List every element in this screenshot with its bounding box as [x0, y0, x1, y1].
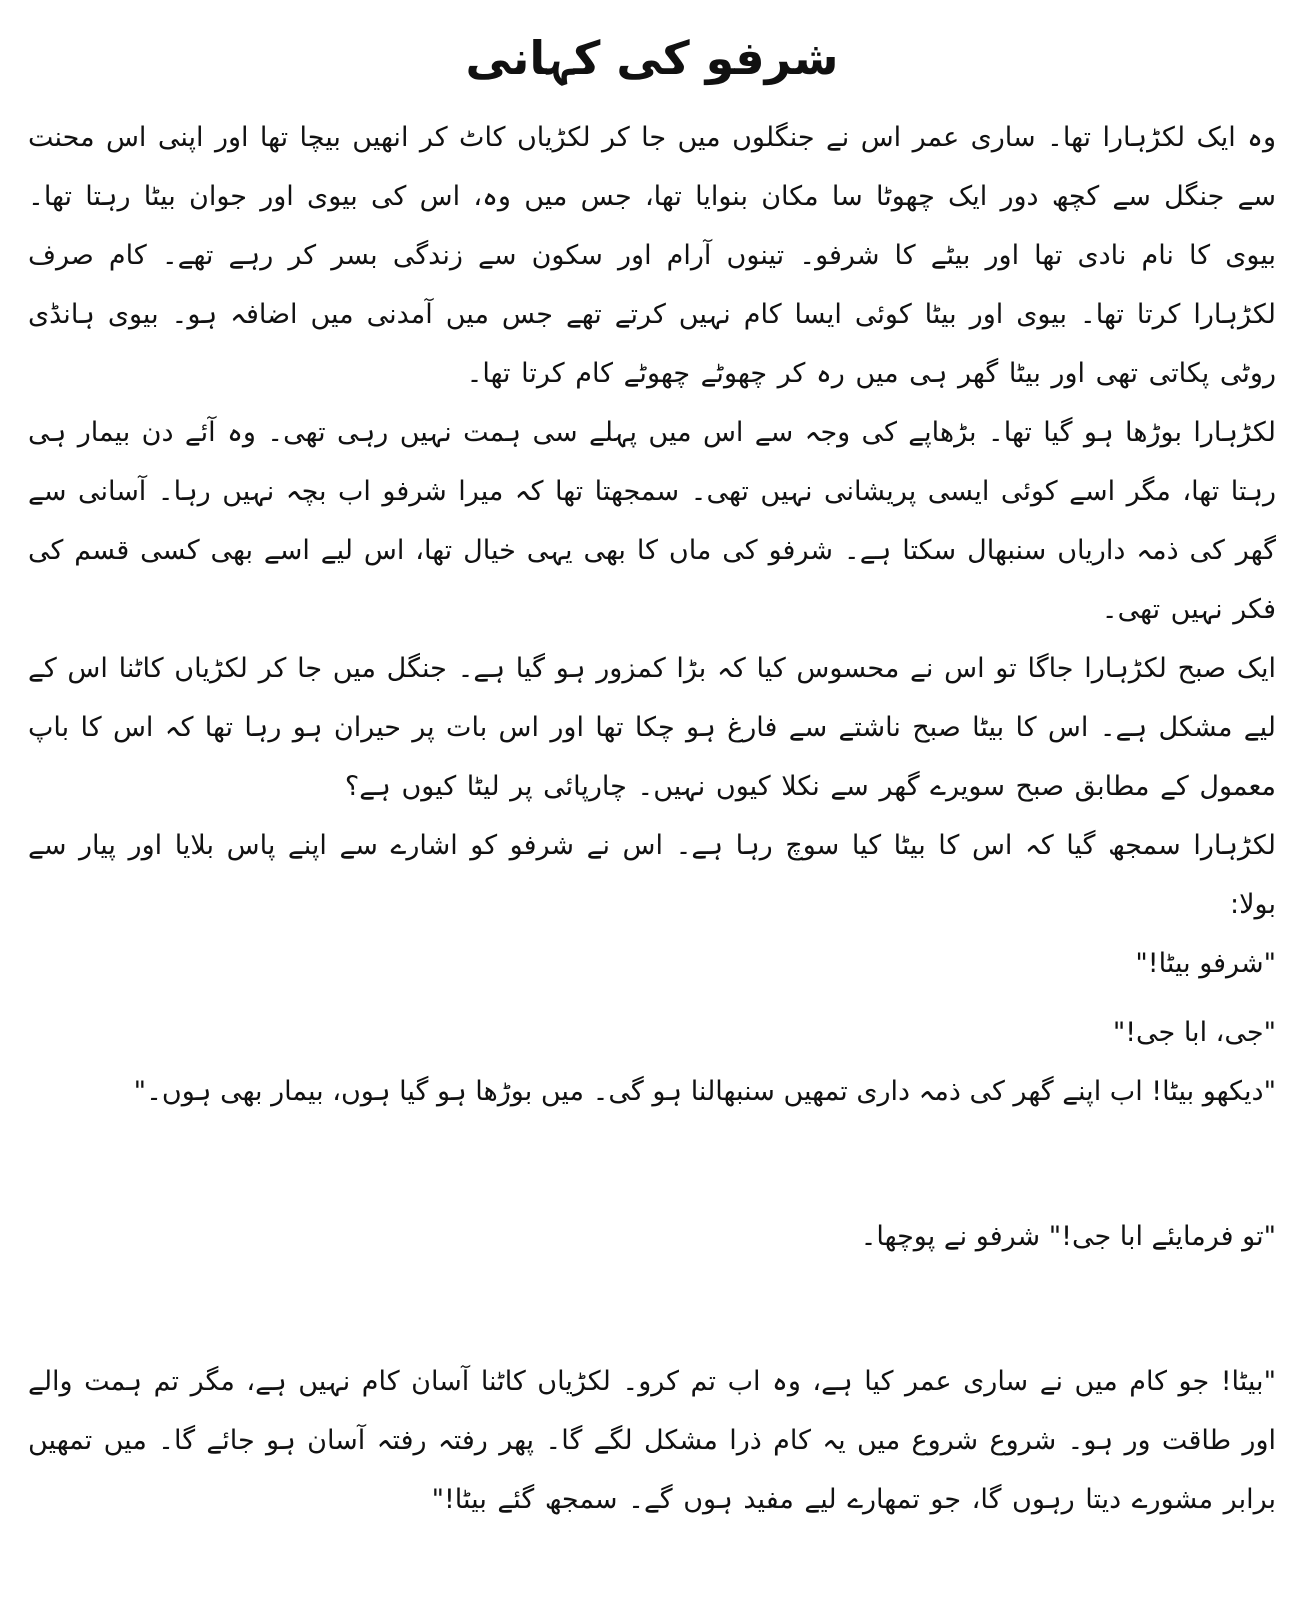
dialogue-line-3: "دیکھو بیٹا! اب اپنے گھر کی ذمہ داری تمھیں سنبھالنا ہو گی۔ میں بوڑھا ہو گیا ہوں، بیمار بھی ہوں۔"	[133, 1076, 1276, 1107]
dialogue-line-2: "جی، ابا جی!"	[1112, 1017, 1276, 1048]
paragraph-2: لکڑہارا بوڑھا ہو گیا تھا۔ بڑھاپے کی وجہ سے اس میں پہلے سی ہمت نہیں رہی تھی۔ وہ آئے دن بیمار ہی رہتا تھا، مگر اسے کوئی ایسی پریشانی نہیں تھی۔ سمجھتا تھا کہ میرا شرفو اب بچہ نہیں رہا۔ آسانی سے گھر کی ذمہ داریاں سنبھال سکتا ہے۔ شرفو کی ماں کا بھی یہی خیال تھا، اس لیے اسے بھی کسی قسم کی فکر نہیں تھی۔	[28, 417, 1276, 625]
spacer	[28, 1121, 1276, 1207]
spacer	[28, 1266, 1276, 1352]
page-title: شرفو کی کہانی	[465, 31, 839, 85]
paragraph-3: ایک صبح لکڑہارا جاگا تو اس نے محسوس کیا کہ بڑا کمزور ہو گیا ہے۔ جنگل میں جا کر لکڑیاں کاٹنا اس کے لیے مشکل ہے۔ اس کا بیٹا صبح ناشتے سے فارغ ہو چکا تھا اور اس بات پر حیران ہو رہا تھا کہ اس کا باپ معمول کے مطابق صبح سویرے گھر سے نکلا کیوں نہیں۔ چارپائی پر لیٹا کیوں ہے؟	[28, 653, 1276, 802]
spacer	[28, 993, 1276, 1003]
final-paragraph: "بیٹا! جو کام میں نے ساری عمر کیا ہے، وہ اب تم کرو۔ لکڑیاں کاٹنا آسان کام نہیں ہے، مگر تم ہمت والے اور طاقت ور ہو۔ شروع شروع میں یہ کام ذرا مشکل لگے گا۔ پھر رفتہ رفتہ آسان ہو جائے گا۔ میں تمھیں برابر مشورے دیتا رہوں گا، جو تمھارے لیے مفید ہوں گے۔ سمجھ گئے بیٹا!"	[28, 1366, 1276, 1515]
dialogue-line-1: "شرفو بیٹا!"	[1135, 948, 1276, 979]
dialogue-line-4: "تو فرمایئے ابا جی!" شرفو نے پوچھا۔	[860, 1221, 1276, 1252]
paragraph-4: لکڑہارا سمجھ گیا کہ اس کا بیٹا کیا سوچ رہا ہے۔ اس نے شرفو کو اشارے سے اپنے پاس بلایا اور پیار سے بولا:	[28, 830, 1276, 920]
paragraph-1: وہ ایک لکڑہارا تھا۔ ساری عمر اس نے جنگلوں میں جا کر لکڑیاں کاٹ کر انھیں بیچا تھا اور اپنی اس محنت سے جنگل سے کچھ دور ایک چھوٹا سا مکان بنوایا تھا، جس میں وہ، اس کی بیوی اور جوان بیٹا رہتا تھا۔ بیوی کا نام نادی تھا اور بیٹے کا شرفو۔ تینوں آرام اور سکون سے زندگی بسر کر رہے تھے۔ کام صرف لکڑہارا کرتا تھا۔ بیوی اور بیٹا کوئی ایسا کام نہیں کرتے تھے جس میں آمدنی میں اضافہ ہو۔ بیوی ہانڈی روٹی پکاتی تھی اور بیٹا گھر ہی میں رہ کر چھوٹے چھوٹے کام کرتا تھا۔	[28, 122, 1277, 389]
